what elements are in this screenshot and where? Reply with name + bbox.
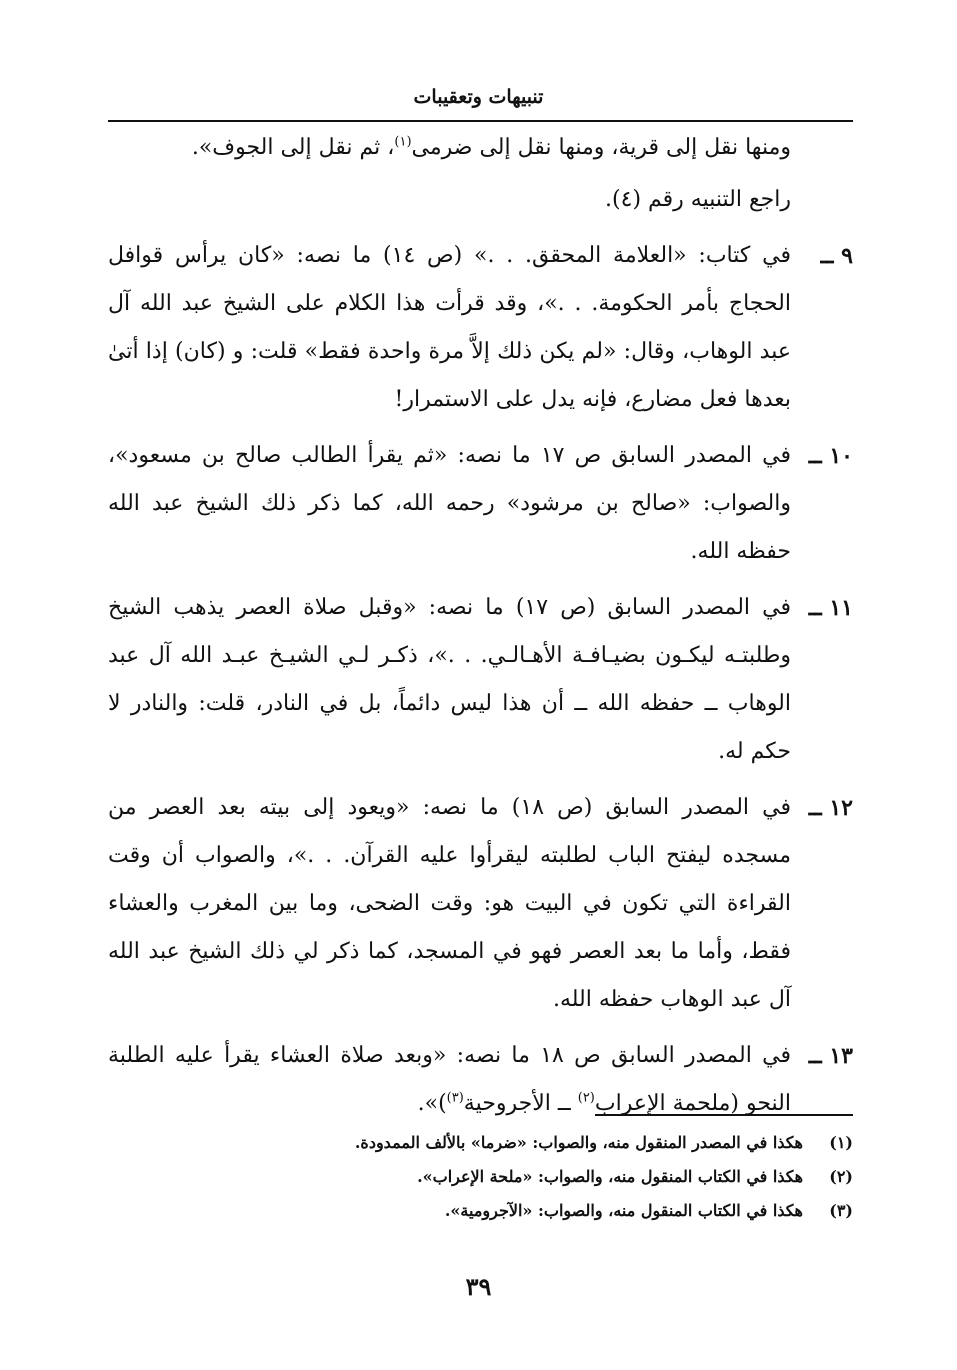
item-number: ١٠ ــ — [808, 443, 853, 469]
footnote-text: هكذا في الكتاب المنقول منه، والصواب: «ملحة الإعراب». — [417, 1167, 803, 1186]
footnote-number: (١) — [829, 1133, 853, 1152]
footnotes — [108, 1126, 853, 1228]
footnote-text: هكذا في المصدر المنقول منه، والصواب: «ضرما» بالألف الممدودة. — [354, 1133, 803, 1152]
intro-line-2: راجع التنبيه رقم (٤). — [605, 187, 791, 212]
list-item-9 — [108, 232, 853, 424]
list-item-11 — [108, 584, 853, 776]
footnote-rule — [595, 1114, 853, 1116]
item-number: ١٣ ــ — [808, 1043, 853, 1069]
footnote-2 — [108, 1160, 853, 1194]
item-text-end: )». — [417, 1091, 447, 1116]
item-number: ١١ ــ — [808, 595, 853, 621]
running-header: تنبيهات وتعقيبات — [413, 86, 544, 108]
item-text-cont: ــ الأجروحية — [463, 1091, 578, 1116]
footnote-ref-1: (١) — [394, 134, 412, 150]
item-text: في المصدر السابق (ص ١٧) ما نصه: «وقبل صلاة العصر يذهب الشيخ وطلبتـه ليكـون بضيـافـة الأهـالـي. . .»، ذكـر لـي الشيـخ عبـد الله آل عبد الوهاب ــ حفظه الله ــ أن هذا ليس دائماً، بل في النادر، قلت: والنادر لا حكم له. — [108, 595, 792, 764]
footnote-3 — [108, 1194, 853, 1228]
item-number: ١٢ ــ — [808, 795, 853, 821]
page-number: ٣٩ — [465, 1272, 492, 1301]
item-text: في المصدر السابق ص ١٨ ما نصه: «وبعد صلاة العشاء يقرأ عليه الطلبة النحو (ملحمة الإعراب — [108, 1043, 792, 1116]
list-item-10 — [108, 432, 853, 576]
item-text: في المصدر السابق ص ١٧ ما نصه: «ثم يقرأ الطالب صالح بن مسعود»، والصواب: «صالح بن مرشود» رحمه الله، كما ذكر ذلك الشيخ عبد الله حفظه الله. — [108, 443, 792, 564]
item-number: ٩ ــ — [820, 243, 853, 269]
footnote-1 — [108, 1126, 853, 1160]
main-text — [108, 124, 853, 1128]
footnote-ref-2: (٢) — [577, 1090, 595, 1106]
footnote-text: هكذا في الكتاب المنقول منه، والصواب: «الآجرومية». — [444, 1201, 803, 1220]
item-text: في المصدر السابق (ص ١٨) ما نصه: «ويعود إلى بيته بعد العصر من مسجده ليفتح الباب لطلبته ليقرأوا عليه القرآن. . .»، والصواب أن وقت القراءة التي تكون في البيت هو: وقت الضحى، وما بين المغرب والعشاء فقط، وأما ما بعد العصر فهو في المسجد، كما ذكر لي ذلك الشيخ عبد الله آل عبد الوهاب حفظه الله. — [108, 795, 791, 1012]
intro-line-1-text: ومنها نقل إلى قرية، ومنها نقل إلى ضرمى — [411, 135, 791, 160]
intro-line-1-tail: ، ثم نقل إلى الجوف». — [191, 135, 395, 160]
header-rule — [108, 120, 853, 122]
intro-line-1 — [108, 124, 791, 172]
footnote-number: (٢) — [829, 1167, 853, 1186]
footnote-number: (٣) — [829, 1201, 853, 1220]
footnote-ref-3: (٣) — [446, 1090, 464, 1106]
list-item-12 — [108, 784, 853, 1024]
item-text: في كتاب: «العلامة المحقق. . .» (ص ١٤) ما نصه: «كان يرأس قوافل الحجاج بأمر الحكومة. . .»، وقد قرأت هذا الكلام على الشيخ عبد الله آل عبد الوهاب، وقال: «لم يكن ذلك إلاَّ مرة واحدة فقط» قلت: و (كان) إذا أتىٰ بعدها فعل مضارع، فإنه يدل على الاستمرار! — [108, 243, 792, 412]
